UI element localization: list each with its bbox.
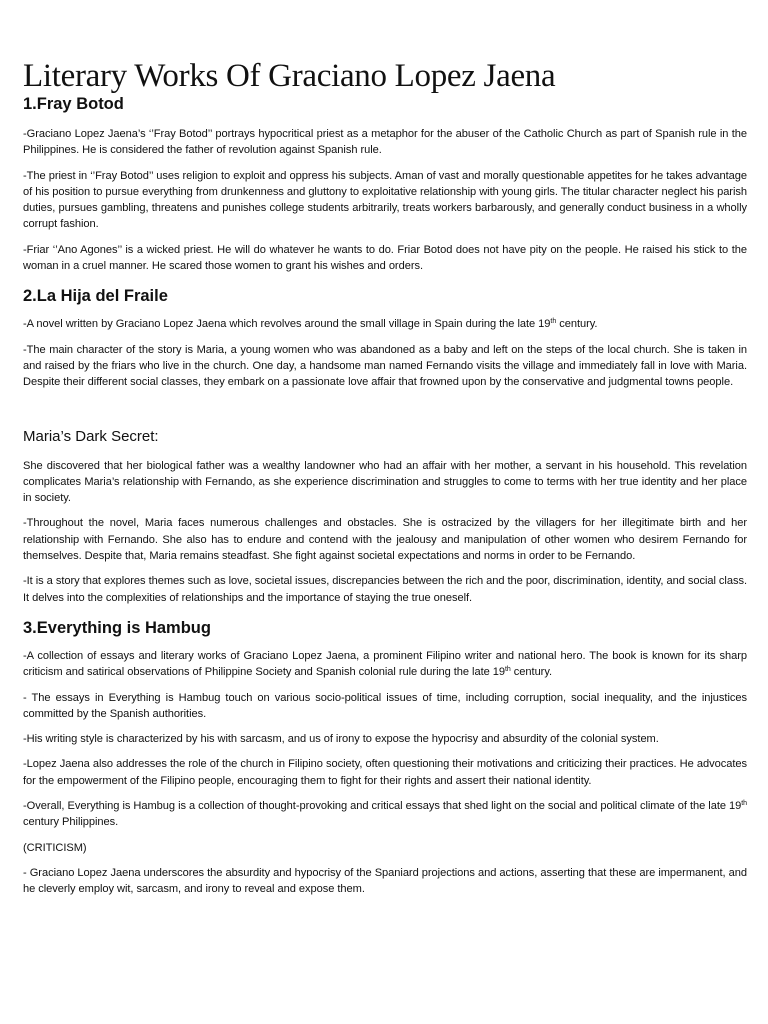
paragraph: -Friar ‘’Ano Agones’’ is a wicked priest. He will do whatever he wants to do. Friar Botod does not have pity on the people. He raised his stick to the woman in a cruel manner. He scared those women to grant his wishes and orders. (23, 243, 747, 273)
paragraph: -The main character of the story is Maria, a young women who was abandoned as a baby and left on the steps of the local church. She is taken in and raised by the friars who live in the church. One day, a handsome man named Fernando visits the village and immediately fall in love with Maria. Despite their different social classes, they embark on a passionate love affair that frowned upon by the conservative and judgmental towns people. (23, 343, 747, 389)
paragraph: - The essays in Everything is Hambug touch on various socio-political issues of time, including corruption, social inequality, and the injustices committed by the Spanish authorities. (23, 691, 747, 720)
subsection-heading-marias-dark-secret: Maria’s Dark Secret: (23, 427, 159, 445)
paragraph: -Throughout the novel, Maria faces numerous challenges and obstacles. She is ostracized by the villagers for her illegitimate birth and her relationship with Fernando. She also has to endure and contend with the jealousy and manipulation of other women who desirem Fernando for themselves. Despite that, Maria remains steadfast. She fight against societal expectations and norms in order to be Fernando. (23, 517, 747, 563)
section-heading-fray-botod: 1.Fray Botod (23, 95, 124, 113)
section-heading-everything-is-hambug: 3.Everything is Hambug (23, 618, 211, 637)
paragraph: (CRITICISM) (23, 841, 87, 854)
paragraph: -His writing style is characterized by his with sarcasm, and us of irony to expose the hypocrisy and absurdity of the colonial system. (23, 733, 659, 746)
paragraph: - Graciano Lopez Jaena underscores the absurdity and hypocrisy of the Spaniard projections and actions, asserting that these are impermanent, and he cleverly employ wit, sarcasm, and irony to reveal and expose them. (23, 866, 747, 896)
paragraph: -Graciano Lopez Jaena’s ‘’Fray Botod’’ portrays hypocritical priest as a metaphor for the abuser of the Catholic Church as part of Spanish rule in the Philippines. He is considered the father of revolution against Spanish rule. (23, 128, 747, 157)
section-heading-la-hija-del-fraile: 2.La Hija del Fraile (23, 287, 168, 306)
paragraph: She discovered that her biological father was a wealthy landowner who had an affair with her mother, a servant in his household. This revelation complicates Maria’s relationship with Fernando, as she experience discrimination and struggles to come to terms with her true identity and her place in society. (23, 459, 747, 505)
paragraph: -The priest in ‘’Fray Botod’’ uses religion to exploit and oppress his subjects. Aman of vast and morally questionable appetites for he takes advantage of his position to pursue everything from drunkenness and gluttony to exploitative relationship with young girls. The titular character neglect his parish duties, pursues gambling, threatens and punishes college students arbitrarily, treats workers barbarously, and generally conduct business in a wholly corrupt fashion. (23, 169, 747, 231)
paragraph: -Overall, Everything is Hambug is a collection of thought-provoking and critical essays that shed light on the social and political climate of the late 19th century Philippines. (23, 800, 747, 829)
paragraph: -Lopez Jaena also addresses the role of the church in Filipino society, often questioning their motivations and criticizing their practices. He advocates for the empowerment of the Filipino people, encouraging them to fight for their rights and assert their national identity. (23, 758, 747, 787)
paragraph: -A novel written by Graciano Lopez Jaena which revolves around the small village in Spain during the late 19th century. (23, 318, 598, 331)
paragraph: -It is a story that explores themes such as love, societal issues, discrepancies between the rich and the poor, discrimination, identity, and social class. It delves into the complexities of relationships and the importance of staying the true oneself. (23, 575, 747, 604)
page-title: Literary Works Of Graciano Lopez Jaena (23, 58, 556, 94)
paragraph: -A collection of essays and literary works of Graciano Lopez Jaena, a prominent Filipino writer and national hero. The book is known for its sharp criticism and satirical observations of Philippine Society and Spanish colonial rule during the late 19th century. (23, 649, 747, 679)
